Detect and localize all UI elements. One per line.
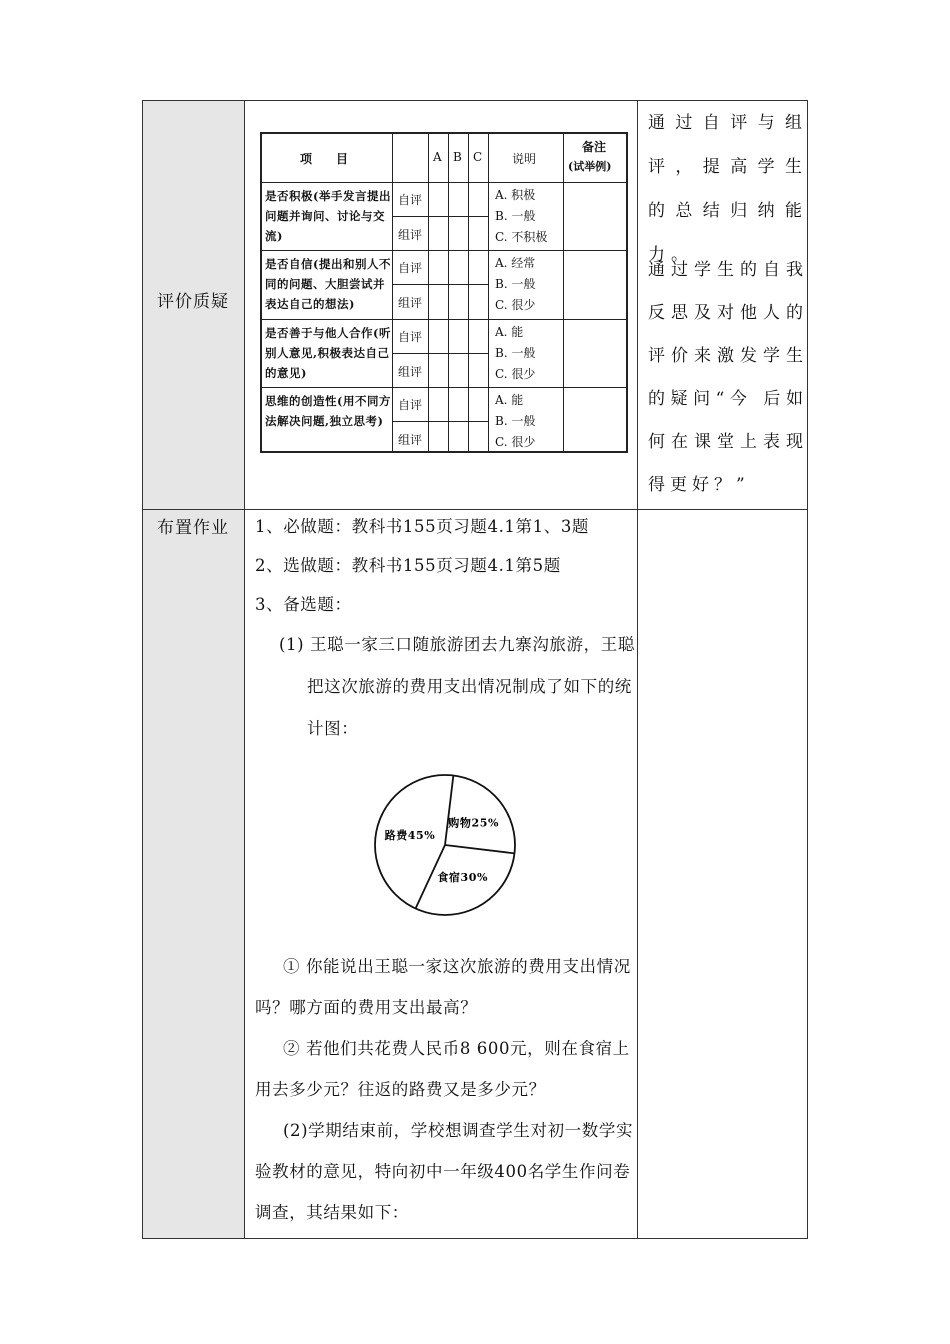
note-reflection: 通过学生的自我反思及对他人的评价来激发学生的疑问“今 后如何在课堂上表现得更好？” bbox=[648, 260, 808, 495]
homework-label: 布置作业 bbox=[157, 518, 229, 538]
option-4a: A. 能 bbox=[495, 393, 524, 407]
self-eval-1: 自评 bbox=[398, 193, 423, 207]
option-1a: A. 积极 bbox=[495, 188, 536, 202]
eval-item-3: 是否善于与他人合作(听别人意见,积极表达自己的意见) bbox=[265, 326, 391, 380]
option-1c: C. 不积极 bbox=[495, 230, 548, 244]
lesson-table bbox=[142, 100, 808, 1239]
label-column bbox=[143, 101, 244, 1238]
header-desc: 说明 bbox=[512, 152, 537, 166]
header-remark: 备注 bbox=[582, 140, 607, 154]
question-1a: ① 你能说出王聪一家这次旅游的费用支出情况吗？哪方面的费用支出最高？ bbox=[255, 957, 631, 1017]
homework-extra-title: 3、备选题： bbox=[255, 595, 352, 614]
header-b: B bbox=[453, 150, 462, 164]
evaluation-table bbox=[260, 132, 628, 453]
homework-required: 1、必做题：教科书155页习题4.1第1、3题 bbox=[255, 517, 590, 536]
question-1-intro: (1) 王聪一家三口随旅游团去九寨沟旅游，王聪把这次旅游的费用支出情况制成了如下的统计图： bbox=[279, 635, 635, 738]
evaluation-label: 评价质疑 bbox=[157, 292, 229, 312]
option-3b: B. 一般 bbox=[495, 346, 536, 360]
option-3c: C. 很少 bbox=[495, 367, 536, 381]
option-2a: A. 经常 bbox=[495, 256, 536, 270]
eval-item-2: 是否自信(提出和别人不同的问题、大胆尝试并表达自己的想法) bbox=[265, 257, 391, 311]
header-remark-sub: (试举例) bbox=[568, 160, 612, 173]
self-eval-4: 自评 bbox=[398, 398, 423, 412]
group-eval-4: 组评 bbox=[398, 433, 423, 447]
option-3a: A. 能 bbox=[495, 325, 524, 339]
group-eval-2: 组评 bbox=[398, 296, 423, 310]
option-1b: B. 一般 bbox=[495, 209, 536, 223]
self-eval-2: 自评 bbox=[398, 261, 423, 275]
pie-slice-boundary-购物 bbox=[445, 776, 453, 845]
pie-label-路费: 路费45% bbox=[384, 829, 436, 843]
option-4c: C. 很少 bbox=[495, 435, 536, 449]
note-self-evaluation: 通过自评与组评，提高学生的总结归纳能力。 bbox=[648, 113, 808, 265]
question-2: (2)学期结束前，学校想调查学生对初一数学实验教材的意见，特向初中一年级400名学生作问卷调查，其结果如下： bbox=[255, 1121, 634, 1222]
option-2c: C. 很少 bbox=[495, 298, 536, 312]
header-item: 项 目 bbox=[300, 152, 349, 166]
group-eval-3: 组评 bbox=[398, 365, 423, 379]
pie-group bbox=[375, 775, 515, 915]
option-2b: B. 一般 bbox=[495, 277, 536, 291]
group-eval-1: 组评 bbox=[398, 228, 423, 242]
eval-item-4: 思维的创造性(用不同方法解决问题,独立思考) bbox=[265, 394, 391, 428]
header-c: C bbox=[473, 150, 483, 164]
expense-pie-chart bbox=[255, 750, 635, 950]
homework-optional: 2、选做题：教科书155页习题4.1第5题 bbox=[255, 556, 561, 575]
self-eval-3: 自评 bbox=[398, 330, 423, 344]
pie-label-食宿: 食宿30% bbox=[437, 870, 489, 884]
pie-label-购物: 购物25% bbox=[448, 816, 500, 830]
homework-content bbox=[255, 507, 635, 1233]
question-1b: ② 若他们共花费人民币8 600元，则在食宿上用去多少元？往返的路费又是多少元？ bbox=[255, 1039, 630, 1099]
option-4b: B. 一般 bbox=[495, 414, 536, 428]
eval-item-1: 是否积极(举手发言提出问题并询问、讨论与交流) bbox=[265, 189, 391, 243]
header-a: A bbox=[433, 150, 442, 164]
pie-slice-boundary-食宿 bbox=[445, 845, 514, 853]
